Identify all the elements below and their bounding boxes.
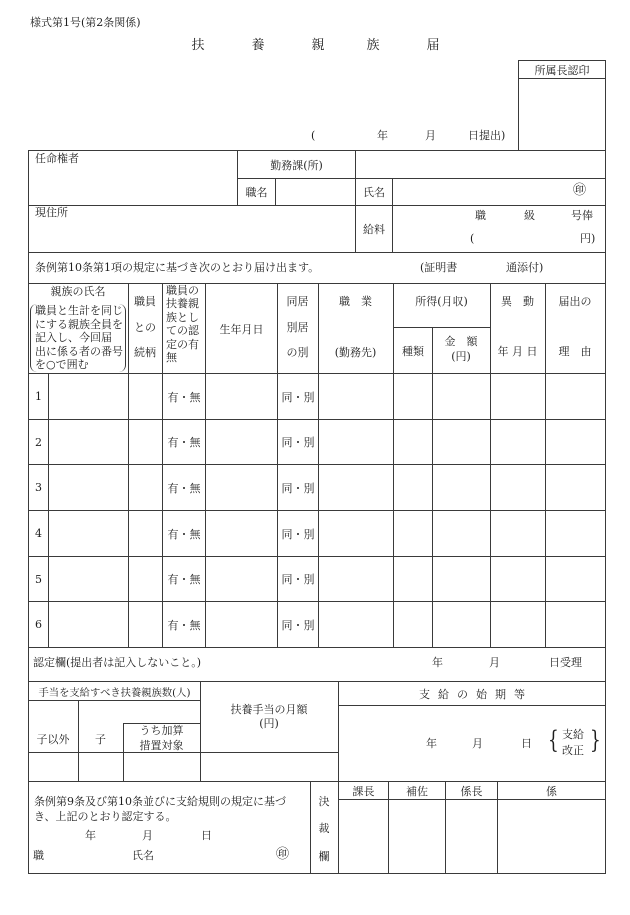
submission-day: 日提出) bbox=[468, 129, 506, 142]
title-char: 養 bbox=[251, 38, 265, 53]
income-type-cell bbox=[393, 419, 433, 465]
row-number-cell bbox=[28, 373, 49, 420]
recognition-label-line: 無 bbox=[166, 351, 177, 365]
row-number: 4 bbox=[35, 527, 42, 540]
job-title-label-cell bbox=[237, 178, 276, 206]
name-label-cell bbox=[355, 178, 393, 206]
birthdate-cell bbox=[205, 419, 278, 465]
relationship-label-line: との bbox=[134, 321, 156, 334]
income-amount-cell bbox=[432, 601, 491, 648]
income-label: 所得(月収) bbox=[415, 295, 468, 308]
payment-start-day: 日 bbox=[521, 737, 532, 750]
cohabitation-cell bbox=[277, 601, 319, 648]
salary-label: 給料 bbox=[363, 223, 385, 236]
reason-label-top: 届出の bbox=[558, 295, 592, 308]
workplace-label: (勤務先) bbox=[334, 346, 377, 359]
income-type-cell bbox=[393, 373, 433, 420]
cohabitation-label-line: 別居 bbox=[286, 321, 309, 334]
approver-name-label: 氏名 bbox=[132, 849, 154, 862]
certification-label: 認定欄(提出者は記入しないこと。) bbox=[33, 656, 202, 669]
row-number-cell bbox=[28, 510, 49, 557]
relative-name-cell bbox=[48, 464, 129, 511]
income-amount-unit: (円) bbox=[451, 350, 471, 363]
cohabitation-cell bbox=[277, 419, 319, 465]
child-count-cell bbox=[78, 752, 124, 782]
change-date-cell bbox=[490, 419, 546, 465]
row-number-cell bbox=[28, 419, 49, 465]
relationship-cell bbox=[128, 556, 163, 602]
recognition-label-line: 定の有 bbox=[166, 337, 199, 351]
submission-open: ( bbox=[311, 129, 316, 142]
approval-text-line: き、上記のとおり認定する。 bbox=[34, 810, 177, 823]
payment-start-option: 改正 bbox=[562, 744, 584, 757]
reason-cell bbox=[545, 373, 606, 420]
row-number-cell bbox=[28, 464, 49, 511]
recognition-label-line: 職員の bbox=[166, 284, 199, 297]
dependents-count-header bbox=[28, 681, 201, 701]
relationship-cell bbox=[128, 464, 163, 511]
change-date-cell bbox=[490, 556, 546, 602]
certificate-attached-label: 通添付) bbox=[506, 261, 544, 274]
salary-amount-open: ( bbox=[470, 232, 475, 245]
birthdate-cell bbox=[205, 373, 278, 420]
row-number: 5 bbox=[35, 572, 42, 586]
change-label: 異 動 bbox=[501, 295, 534, 308]
occupation-cell bbox=[318, 510, 394, 557]
seal-box-stamp-area bbox=[518, 78, 606, 151]
income-amount-cell bbox=[432, 510, 491, 557]
reason-cell bbox=[545, 510, 606, 557]
department-value-cell bbox=[355, 150, 606, 179]
approver-job-label: 職 bbox=[33, 849, 44, 862]
non-child-count-cell bbox=[28, 752, 79, 782]
recognition-choice: 有・無 bbox=[167, 390, 201, 404]
salary-label-cell bbox=[355, 205, 393, 253]
change-date-label: 年 月 日 bbox=[497, 345, 538, 358]
approval-month: 月 bbox=[142, 829, 153, 842]
row-number: 3 bbox=[35, 481, 42, 494]
reason-cell bbox=[545, 556, 606, 602]
signer-stamp-unit-chief bbox=[445, 799, 498, 874]
recognition-cell bbox=[162, 601, 206, 648]
name-note-line: 職員と生計を同じ bbox=[35, 304, 123, 317]
job-title-label: 職名 bbox=[245, 186, 268, 199]
income-type-cell bbox=[393, 556, 433, 602]
occupation-cell bbox=[318, 464, 394, 511]
birthdate-cell bbox=[205, 556, 278, 602]
applicant-seal-mark: ㊞ bbox=[573, 183, 587, 198]
occupation-label: 職 業 bbox=[339, 295, 372, 308]
non-child-label: 子以外 bbox=[36, 733, 70, 746]
salary-amount-unit: 円) bbox=[580, 232, 596, 245]
reason-cell bbox=[545, 601, 606, 648]
income-amount-cell bbox=[432, 556, 491, 602]
header-income-type bbox=[393, 327, 433, 374]
monthly-amount-value-cell bbox=[200, 752, 339, 782]
relationship-cell bbox=[128, 601, 163, 648]
monthly-amount-unit: (円) bbox=[259, 717, 279, 730]
payment-start-year: 年 bbox=[426, 737, 437, 750]
certificate-label: (証明書 bbox=[420, 261, 458, 274]
title-char: 届 bbox=[426, 38, 440, 53]
signer-header-staff bbox=[497, 781, 606, 800]
row-number: 1 bbox=[35, 390, 42, 403]
cohabitation-cell bbox=[277, 464, 319, 511]
relative-name-cell bbox=[48, 601, 129, 648]
decision-label-char: 裁 bbox=[318, 822, 330, 835]
header-birthdate bbox=[205, 283, 278, 374]
recognition-choice: 有・無 bbox=[167, 573, 201, 586]
change-date-cell bbox=[490, 601, 546, 648]
birthdate-cell bbox=[205, 464, 278, 511]
dependents-count-label: 手当を支給すべき扶養親族数(人) bbox=[38, 686, 191, 699]
certification-year: 年 bbox=[432, 656, 443, 669]
recognition-cell bbox=[162, 464, 206, 511]
child-label: 子 bbox=[95, 733, 106, 746]
decision-label-char: 決 bbox=[318, 795, 330, 808]
cohabitation-label-line: の別 bbox=[286, 346, 309, 359]
recognition-cell bbox=[162, 510, 206, 557]
certification-month: 月 bbox=[489, 656, 500, 669]
signer-stamp-section-chief bbox=[338, 799, 389, 874]
cohabitation-choice: 同・別 bbox=[281, 527, 315, 541]
signer-header-assistant bbox=[388, 781, 446, 800]
special-measure-label-line: うち加算 bbox=[139, 724, 184, 737]
recognition-choice: 有・無 bbox=[167, 436, 201, 449]
form-number: 様式第1号(第2条関係) bbox=[30, 16, 141, 29]
name-label: 氏名 bbox=[363, 186, 385, 199]
income-type-cell bbox=[393, 510, 433, 557]
signer-label: 補佐 bbox=[406, 784, 428, 798]
approver-seal-mark: ㊞ bbox=[276, 847, 290, 862]
name-note-line: 出に係る者の番号 bbox=[35, 344, 123, 358]
cohabitation-choice: 同・別 bbox=[281, 436, 315, 449]
income-amount-cell bbox=[432, 419, 491, 465]
certification-day: 日受理 bbox=[549, 656, 582, 669]
row-number: 6 bbox=[35, 618, 42, 631]
row-number: 2 bbox=[35, 435, 42, 449]
reason-label-bottom: 理 由 bbox=[558, 345, 592, 358]
address-cell bbox=[28, 205, 356, 253]
signer-stamp-assistant bbox=[388, 799, 446, 874]
appointer-label: 任命権者 bbox=[35, 152, 79, 165]
name-note-line: にする親族全員を bbox=[35, 317, 123, 331]
relative-name-cell bbox=[48, 419, 129, 465]
income-type-cell bbox=[393, 601, 433, 648]
reason-cell bbox=[545, 419, 606, 465]
income-type-cell bbox=[393, 464, 433, 511]
relative-name-label: 親族の氏名 bbox=[50, 285, 106, 298]
payment-start-brace-open: { bbox=[548, 726, 559, 754]
cohabitation-choice: 同・別 bbox=[281, 481, 315, 495]
relationship-label-line: 職員 bbox=[134, 295, 156, 308]
relative-name-cell bbox=[48, 510, 129, 557]
recognition-label bbox=[166, 284, 199, 364]
recognition-choice: 有・無 bbox=[167, 527, 201, 541]
recognition-choice: 有・無 bbox=[167, 618, 201, 632]
change-date-cell bbox=[490, 373, 546, 420]
recognition-cell bbox=[162, 419, 206, 465]
signer-stamp-staff bbox=[497, 799, 606, 874]
signer-label: 課長 bbox=[352, 784, 375, 798]
payment-start-label: 支給の始期等 bbox=[419, 687, 533, 701]
declaration-text: 条例第10条第1項の規定に基づき次のとおり届け出ます。 bbox=[35, 261, 320, 274]
salary-grade-label: 職 bbox=[475, 209, 486, 222]
approval-day: 日 bbox=[201, 829, 212, 842]
cohabitation-cell bbox=[277, 373, 319, 420]
occupation-cell bbox=[318, 556, 394, 602]
cohabitation-cell bbox=[277, 556, 319, 602]
payment-start-month: 月 bbox=[472, 737, 483, 750]
recognition-cell bbox=[162, 556, 206, 602]
occupation-cell bbox=[318, 419, 394, 465]
birthdate-cell bbox=[205, 601, 278, 648]
signer-label: 係長 bbox=[460, 784, 483, 798]
seal-box-label: 所属長認印 bbox=[534, 63, 590, 77]
birthdate-cell bbox=[205, 510, 278, 557]
change-date-cell bbox=[490, 464, 546, 511]
submission-year: 年 bbox=[377, 129, 388, 142]
recognition-label-line: 扶養親 bbox=[166, 297, 199, 311]
submission-month: 月 bbox=[425, 129, 436, 142]
salary-step-label: 号俸 bbox=[571, 209, 593, 222]
relationship-cell bbox=[128, 510, 163, 557]
title-char: 族 bbox=[366, 38, 380, 53]
relative-name-cell bbox=[48, 556, 129, 602]
cohabitation-choice: 同・別 bbox=[281, 618, 315, 632]
special-measure-label-line: 措置対象 bbox=[139, 739, 184, 752]
signer-header-section-chief bbox=[338, 781, 389, 800]
row-number-cell bbox=[28, 601, 49, 648]
payment-start-option: 支給 bbox=[562, 728, 584, 741]
cohabitation-choice: 同・別 bbox=[281, 390, 315, 404]
cohabitation-cell bbox=[277, 510, 319, 557]
seal-box-header bbox=[518, 60, 606, 79]
title-char: 親 bbox=[311, 38, 325, 53]
relative-name-cell bbox=[48, 373, 129, 420]
cohabitation-label-line: 同居 bbox=[286, 295, 309, 308]
approval-year: 年 bbox=[85, 829, 96, 842]
recognition-cell bbox=[162, 373, 206, 420]
relationship-label-line: 続柄 bbox=[134, 346, 156, 359]
income-amount-cell bbox=[432, 373, 491, 420]
special-measure-count-cell bbox=[123, 752, 201, 782]
name-note-line: を○で囲む bbox=[35, 358, 89, 372]
row-number-cell bbox=[28, 556, 49, 602]
income-amount-cell bbox=[432, 464, 491, 511]
income-type-label: 種類 bbox=[402, 344, 424, 358]
payment-start-brace-close: } bbox=[590, 726, 601, 754]
payment-start-header bbox=[338, 681, 606, 706]
birthdate-label: 生年月日 bbox=[219, 322, 264, 336]
change-date-cell bbox=[490, 510, 546, 557]
name-note-line: 記入し、今回届 bbox=[35, 331, 112, 345]
decision-label-char: 欄 bbox=[318, 850, 330, 863]
department-label: 勤務課(所) bbox=[270, 158, 323, 172]
recognition-label-line: ての認 bbox=[166, 324, 199, 338]
signer-label: 係 bbox=[546, 784, 557, 798]
name-note-bracket bbox=[30, 304, 126, 372]
signer-header-unit-chief bbox=[445, 781, 498, 800]
recognition-choice: 有・無 bbox=[167, 481, 201, 495]
cohabitation-choice: 同・別 bbox=[281, 573, 315, 586]
job-title-value-cell bbox=[275, 178, 356, 206]
occupation-cell bbox=[318, 373, 394, 420]
department-label-cell bbox=[237, 150, 356, 179]
occupation-cell bbox=[318, 601, 394, 648]
relationship-cell bbox=[128, 373, 163, 420]
approval-text-line: 条例第9条及び第10条並びに支給規則の規定に基づ bbox=[34, 795, 286, 808]
relationship-cell bbox=[128, 419, 163, 465]
monthly-amount-label: 扶養手当の月額 bbox=[230, 703, 308, 716]
reason-cell bbox=[545, 464, 606, 511]
address-label: 現住所 bbox=[35, 206, 68, 219]
income-amount-label: 金 額 bbox=[444, 335, 478, 348]
recognition-label-line: 族とし bbox=[166, 310, 199, 324]
title-char: 扶 bbox=[191, 38, 205, 53]
salary-class-label: 級 bbox=[524, 209, 535, 222]
